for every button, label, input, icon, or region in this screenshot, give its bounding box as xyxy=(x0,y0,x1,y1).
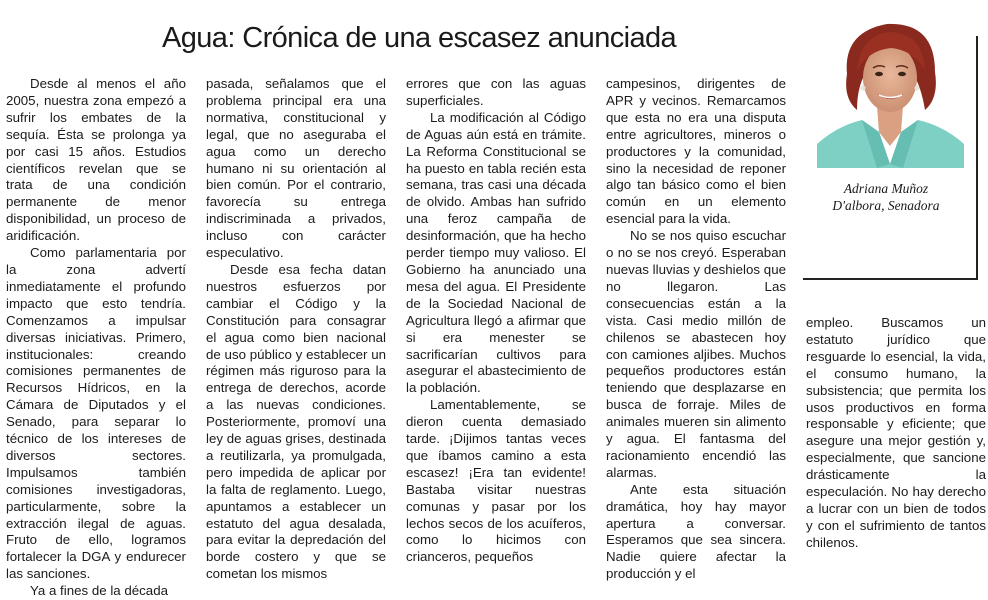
paragraph: Desde esa fecha datan nuestros esfuerzos por cambiar el Código y la Constitución para consagrar el agua como bien nacional de uso público y establecer un régimen más riguroso para la entrega de derechos, acorde a las nuevas condiciones. Posteriormente, promoví una ley de aguas grises, destinada a reutilizarla, ya promulgada, pero impedida de aplicar por la falta de reglamento. Luego, apuntamos a establecer un estatuto del agua desalada, para evitar la depredación del borde costero y que se cometan los mismos xyxy=(206,261,386,582)
paragraph: pasada, señalamos que el problema principal era una normativa, constitucional y legal, que no aseguraba el agua como un derecho humano ni su orientación al bien común. Por el contrario, favorecía su entrega indiscriminada a privados, incluso con carácter especulativo. xyxy=(206,76,386,261)
column-2 xyxy=(206,76,386,583)
author-title: D'albora, Senadora xyxy=(832,198,940,213)
column-3 xyxy=(406,76,586,566)
headline: Agua: Crónica de una escasez anunciada xyxy=(162,22,677,54)
paragraph: No se nos quiso escuchar o no se nos creyó. Esperaban nuevas lluvias y deshielos que no llegaron. Las consecuencias están a la vista. Casi medio millón de chilenos se abastecen hoy con camiones aljibes. Muchos pequeños productores están teniendo que desplazarse en busca de forraje. Miles de animales mueren sin alimento y agua. El fantasma del racionamiento encendió las alarmas. xyxy=(606,228,786,480)
column-1 xyxy=(6,76,186,600)
paragraph: errores que con las aguas superficiales. xyxy=(406,76,586,108)
paragraph: Desde al menos el año 2005, nuestra zona empezó a sufrir los embates de la sequía. Ésta se prolonga ya por casi 15 años. Estudios científicos revelan que se trata de una condición permanente de menor disponibilidad, un proceso de aridificación. xyxy=(6,76,186,244)
column-4 xyxy=(606,76,786,583)
paragraph: Ante esta situación dramática, hoy hay mayor apertura a conversar. Esperamos que sea sincera. Nadie quiere afectar la producción y el xyxy=(606,481,786,582)
paragraph: Lamentablemente, se dieron cuenta demasiado tarde. ¡Dijimos tantas veces que íbamos camino a esta escasez! ¡Era tan evidente! Bastaba visitar nuestras comunas y pasar por los lechos secos de los acuíferos, como lo hicimos con crianceros, pequeños xyxy=(406,397,586,565)
paragraph: Como parlamentaria por la zona advertí inmediatamente el profundo impacto que esto tendría. Comenzamos a impulsar diversas iniciativas. Primero, institucionales: creando comisiones permanentes de Recursos Hídricos, en la Cámara de Diputados y el Senado, para separar lo técnico de los intereses de diversos sectores. Impulsamos también comisiones investigadoras, particularmente, sobre la extracción ilegal de aguas. Fruto de ello, logramos fortalecer la DGA y endurecer las sanciones. xyxy=(6,245,186,582)
paragraph: Ya a fines de la década xyxy=(30,583,168,599)
paragraph: La modificación al Código de Aguas aún está en trámite. La Reforma Constitucional se ha puesto en tabla recién esta semana, tras casi una década de olvido. Ambas han sufrido una feroz campaña de desinformación, que ha hecho perder tiempo muy valioso. El Gobierno ha anunciado una mesa del agua. El Presidente de la Sociedad Nacional de Agricultura llegó a afirmar que si era menester se sacrificarían cultivos para asegurar el abastecimiento de la población. xyxy=(406,109,586,396)
author-caption xyxy=(806,180,966,214)
author-photo xyxy=(817,14,964,168)
paragraph: campesinos, dirigentes de APR y vecinos. Remarcamos que esta no era una disputa entre agricultores, mineros o productores y la comunidad, sino la necesidad de reponer algo tan básico como el bien común en un elemento esencial para la vida. xyxy=(606,76,786,227)
author-name: Adriana Muñoz xyxy=(843,181,929,196)
column-5 xyxy=(806,315,986,552)
paragraph: empleo. Buscamos un estatuto jurídico que resguarde lo esencial, la vida, el consumo humano, la subsistencia; que permita los usos productivos en forma responsable y eficiente; que asegure una mejor gestión y, especialmente, que sancione drásticamente la especulación. No hay derecho a lucrar con un bien de todos y con el sufrimiento de tantos chilenos. xyxy=(806,315,986,550)
